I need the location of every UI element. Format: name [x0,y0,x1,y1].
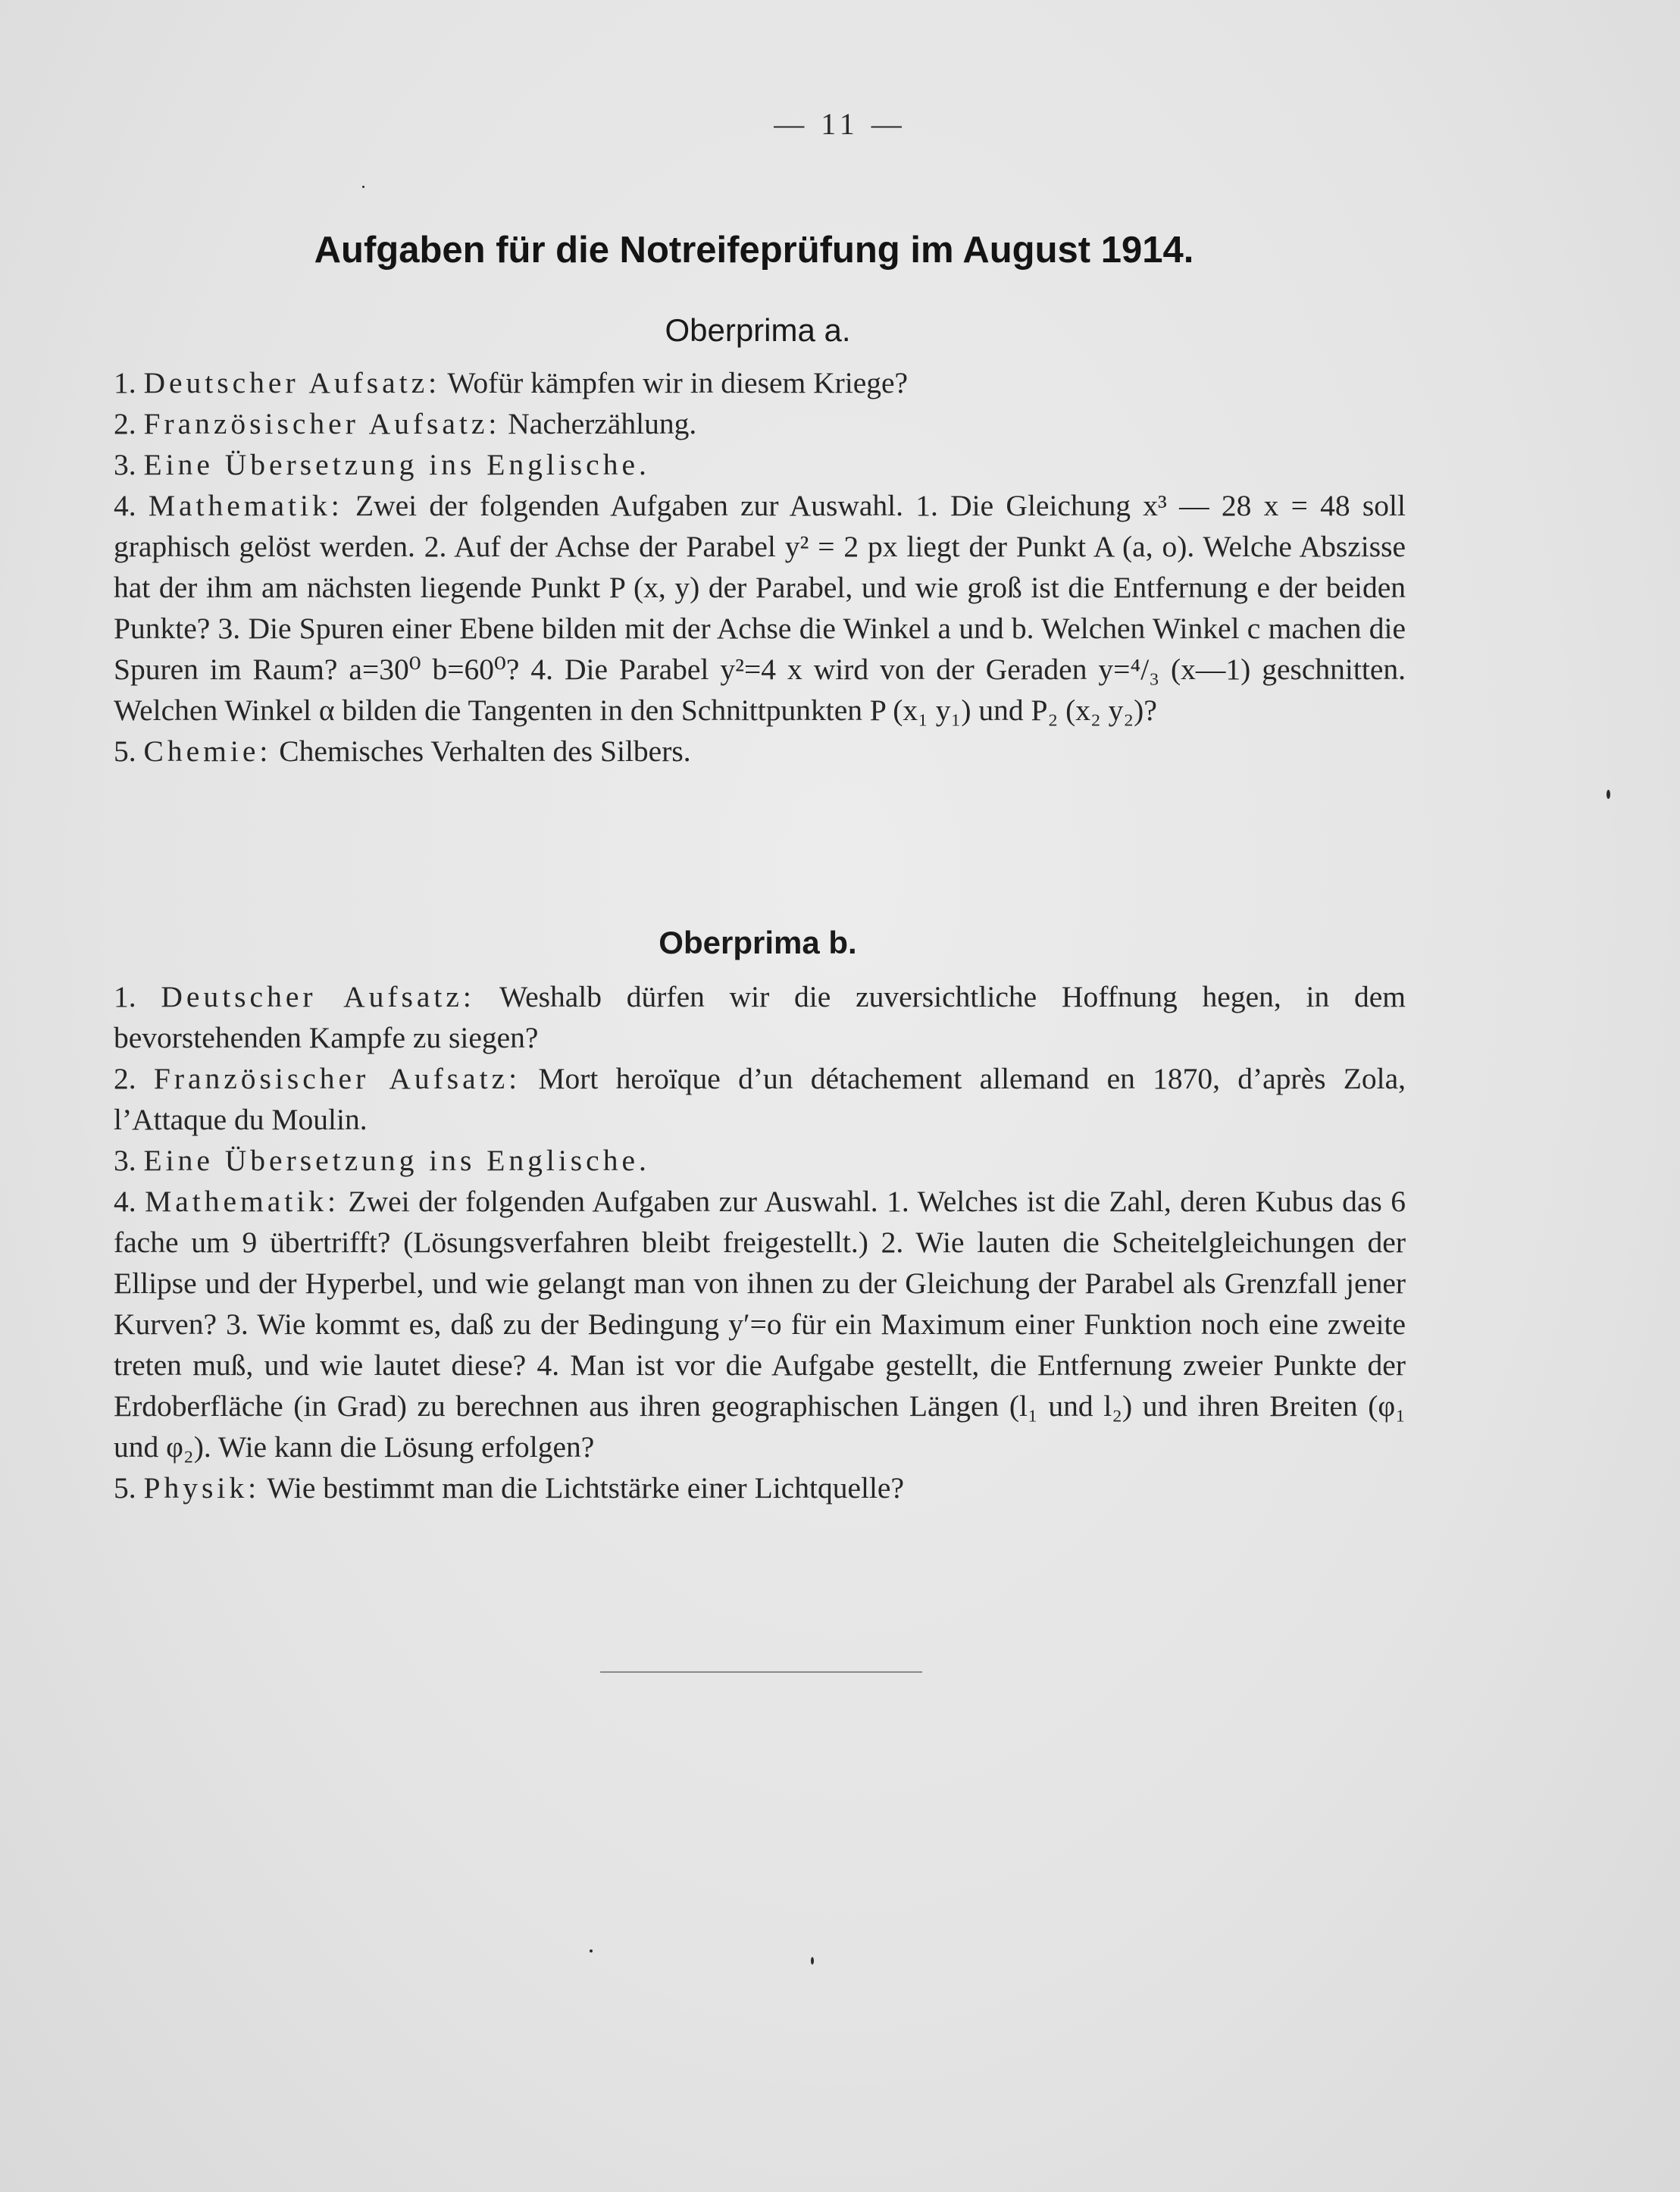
task-text: Wie bestimmt man die Lichtstärke einer Lichtquelle? [267,1471,904,1505]
page-number: — 11 — [774,107,906,141]
task-subject: Deutscher Aufsatz: [161,980,475,1013]
task-text: Zwei der folgenden Aufgaben zur Auswahl. 1. Welches ist die Zahl, deren Kubus das 6 fache um 9 übertrifft? (Lösungsverfahren bleibt freigestellt.) 2. Wie lauten die Scheitelgleichungen der Ellipse und der Hyperbel, und wie gelangt man von ihnen zu der Gleichung der Parabel als Grenzfall jener Kurven? 3. Wie kommt es, daß zu der Bedingung y′=o für ein Maximum einer Funktion noch eine zweite treten muß, und wie lautet diese? 4. Man ist vor die Aufgabe gestellt, die Entfernung zweier Punkte der Erdoberfläche (in Grad) zu berechnen aus ihren geographischen Längen (l₁ und l₂) und ihren Breiten (φ₁ und φ₂). Wie kann die Lösung erfolgen? [114,1185,1406,1464]
ink-speck [362,186,364,188]
section-heading-oberprima-b: Oberprima b. [659,925,857,960]
task-subject: Physik: [143,1471,261,1505]
task-subject: Chemie: [143,734,272,768]
task-item: 4. Mathematik: Zwei der folgenden Aufgaben zur Auswahl. 1. Welches ist die Zahl, deren Kubus das 6 fache um 9 übertrifft? (Lösungsverfahren bleibt freigestellt.) 2. Wie lauten die Scheitelgleichungen der Ellipse und der Hyperbel, und wie gelangt man von ihnen zu der Gleichung der Parabel als Grenzfall jener Kurven? 3. Wie kommt es, daß zu der Bedingung y′=o für ein Maximum einer Funktion noch eine zweite treten muß, und wie lautet diese? 4. Man ist vor die Aufgabe gestellt, die Entfernung zweier Punkte der Erdoberfläche (in Grad) zu berechnen aus ihren geographischen Längen (l₁ und l₂) und ihren Breiten (φ₁ und φ₂). Wie kann die Lösung erfolgen? [114,1185,1406,1464]
page-title: Aufgaben für die Notreifeprüfung im August 1914. [314,230,1194,271]
ink-speck [811,1957,814,1965]
task-text: Mort heroïque d’un détachement allemand en 1870, d’après Zola, l’Attaque du Moulin. [114,1062,1406,1136]
task-subject: Französischer Aufsatz: [153,1062,521,1095]
section-heading-oberprima-a: Oberprima a. [665,312,851,348]
ink-speck [590,1949,593,1952]
task-item: 3. Eine Übersetzung ins Englische. [114,448,650,481]
task-subject: Mathematik: [145,1185,339,1218]
task-subject: Eine Übersetzung ins Englische. [143,1144,650,1177]
task-subject: Eine Übersetzung ins Englische. [143,448,650,481]
task-item: 3. Eine Übersetzung ins Englische. [114,1144,650,1177]
task-item: 2. Französischer Aufsatz: Mort heroïque d’un détachement allemand en 1870, d’après Zola, l’Attaque du Moulin. [114,1062,1406,1136]
task-text: Weshalb dürfen wir die zuversichtliche Hoffnung hegen, in dem bevorstehenden Kampfe zu siegen? [114,980,1406,1054]
ink-speck [1606,790,1610,799]
task-item: 2. Französischer Aufsatz: Nacherzählung. [114,407,697,440]
task-list-oberprima-a [114,362,1406,772]
closing-rule [600,1671,922,1673]
task-text: Wofür kämpfen wir in diesem Kriege? [447,366,909,399]
task-text: Nacherzählung. [508,407,697,440]
task-subject: Deutscher Aufsatz: [143,366,441,399]
task-item: 1. Deutscher Aufsatz: Weshalb dürfen wir die zuversichtliche Hoffnung hegen, in dem bevorstehenden Kampfe zu siegen? [114,980,1406,1054]
task-text: Chemisches Verhalten des Silbers. [279,734,691,768]
task-item: 1. Deutscher Aufsatz: Wofür kämpfen wir in diesem Kriege? [114,366,909,399]
task-item: 5. Chemie: Chemisches Verhalten des Silbers. [114,734,691,768]
task-item: 5. Physik: Wie bestimmt man die Lichtstärke einer Lichtquelle? [114,1471,904,1505]
task-item: 4. Mathematik: Zwei der folgenden Aufgaben zur Auswahl. 1. Die Gleichung x³ — 28 x = 48 soll graphisch gelöst werden. 2. Auf der Achse der Parabel y² = 2 px liegt der Punkt A (a, o). Welche Abszisse hat der ihm am nächsten liegende Punkt P (x, y) der Parabel, und wie groß ist die Entfernung e der beiden Punkte? 3. Die Spuren einer Ebene bilden mit der Achse die Winkel a und b. Welchen Winkel c machen die Spuren im Raum? a=30⁰ b=60⁰? 4. Die Parabel y²=4 x wird von der Geraden y=⁴/₃ (x—1) geschnitten. Welchen Winkel α bilden die Tangenten in den Schnittpunkten P (x₁ y₁) und P₂ (x₂ y₂)? [114,489,1406,727]
task-text: Zwei der folgenden Aufgaben zur Auswahl. 1. Die Gleichung x³ — 28 x = 48 soll graphisch gelöst werden. 2. Auf der Achse der Parabel y² = 2 px liegt der Punkt A (a, o). Welche Abszisse hat der ihm am nächsten liegende Punkt P (x, y) der Parabel, und wie groß ist die Entfernung e der beiden Punkte? 3. Die Spuren einer Ebene bilden mit der Achse die Winkel a und b. Welchen Winkel c machen die Spuren im Raum? a=30⁰ b=60⁰? 4. Die Parabel y²=4 x wird von der Geraden y=⁴/₃ (x—1) geschnitten. Welchen Winkel α bilden die Tangenten in den Schnittpunkten P (x₁ y₁) und P₂ (x₂ y₂)? [114,489,1406,727]
task-subject: Mathematik: [148,489,343,522]
task-subject: Französischer Aufsatz: [143,407,501,440]
task-list-oberprima-b [114,976,1406,1508]
